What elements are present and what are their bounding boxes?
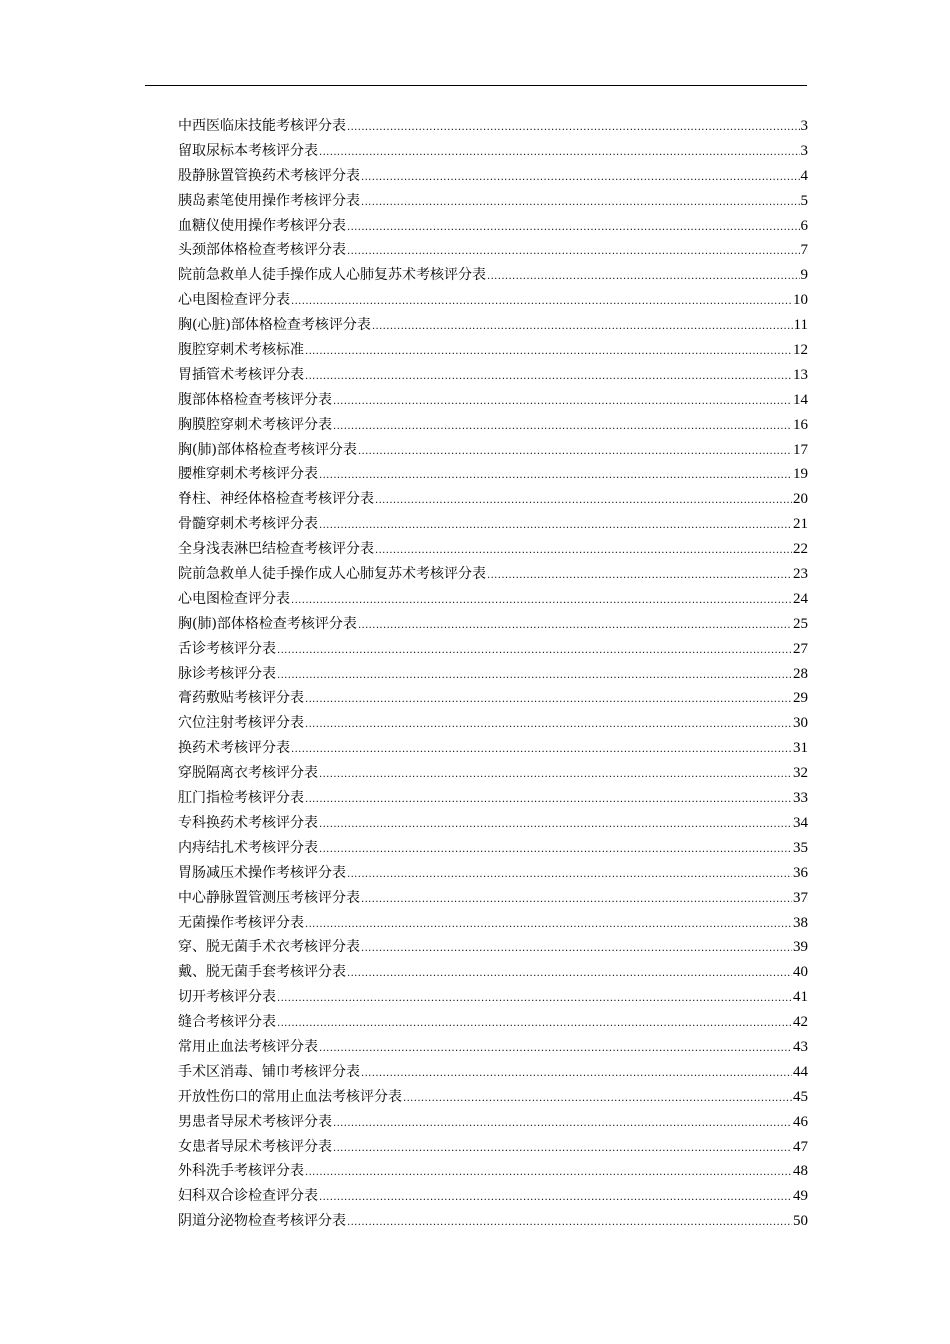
toc-entry-title[interactable]: 腰椎穿刺术考核评分表 (178, 466, 318, 483)
toc-dot-leader (277, 1012, 792, 1037)
toc-entry[interactable] (178, 811, 808, 836)
toc-dot-leader (361, 191, 800, 216)
toc-entry-page-number[interactable]: 16 (793, 416, 808, 433)
toc-entry[interactable] (178, 861, 808, 886)
toc-entry-title[interactable]: 无菌操作考核评分表 (178, 914, 304, 931)
toc-dot-leader (319, 464, 792, 489)
toc-entry-page-number[interactable]: 31 (793, 740, 808, 757)
toc-entry-page-number[interactable]: 38 (793, 914, 808, 931)
toc-entry-title[interactable]: 胸(肺)部体格检查考核评分表 (178, 615, 357, 632)
toc-dot-leader (333, 390, 792, 415)
toc-entry-page-number[interactable]: 10 (793, 292, 808, 309)
toc-entry[interactable] (178, 263, 808, 288)
toc-dot-leader (305, 688, 792, 713)
toc-entry[interactable] (178, 214, 808, 239)
toc-entry[interactable] (178, 313, 808, 338)
toc-entry-title[interactable]: 院前急救单人徒手操作成人心肺复苏术考核评分表 (178, 566, 486, 583)
toc-entry-page-number[interactable]: 24 (793, 590, 808, 607)
toc-entry-title[interactable]: 缝合考核评分表 (178, 1014, 276, 1031)
toc-entry-page-number[interactable]: 47 (793, 1138, 808, 1155)
toc-entry[interactable] (178, 1035, 808, 1060)
toc-entry-title[interactable]: 脊柱、神经体格检查考核评分表 (178, 491, 374, 508)
toc-entry[interactable] (178, 288, 808, 313)
toc-entry-title[interactable]: 骨髓穿刺术考核评分表 (178, 516, 318, 533)
toc-entry-page-number[interactable]: 23 (793, 566, 808, 583)
toc-dot-leader (487, 265, 800, 290)
toc-entry[interactable] (178, 1209, 808, 1234)
toc-entry[interactable] (178, 413, 808, 438)
toc-entry[interactable] (178, 238, 808, 263)
toc-entry-title[interactable]: 留取尿标本考核评分表 (178, 142, 318, 159)
toc-entry-page-number[interactable]: 36 (793, 864, 808, 881)
toc-dot-leader (358, 614, 792, 639)
toc-entry[interactable] (178, 139, 808, 164)
toc-entry-title[interactable]: 手术区消毒、铺巾考核评分表 (178, 1063, 360, 1080)
toc-entry[interactable] (178, 637, 808, 662)
toc-entry-page-number[interactable]: 25 (793, 615, 808, 632)
toc-entry-title[interactable]: 胃插管术考核评分表 (178, 366, 304, 383)
toc-entry-title[interactable]: 院前急救单人徒手操作成人心肺复苏术考核评分表 (178, 267, 486, 284)
toc-dot-leader (333, 415, 792, 440)
toc-dot-leader (305, 365, 792, 390)
toc-entry-page-number[interactable]: 32 (793, 765, 808, 782)
toc-entry-page-number[interactable]: 46 (793, 1113, 808, 1130)
toc-entry[interactable] (178, 388, 808, 413)
toc-entry-title[interactable]: 穿、脱无菌手术衣考核评分表 (178, 939, 360, 956)
toc-dot-leader (319, 813, 792, 838)
toc-entry[interactable] (178, 189, 808, 214)
toc-dot-leader (291, 589, 792, 614)
toc-dot-leader (277, 987, 792, 1012)
toc-entry-page-number[interactable]: 14 (793, 391, 808, 408)
toc-entry[interactable] (178, 1184, 808, 1209)
toc-entry-page-number[interactable]: 17 (793, 441, 808, 458)
toc-entry-title[interactable]: 胰岛素笔使用操作考核评分表 (178, 192, 360, 209)
toc-dot-leader (319, 1037, 792, 1062)
toc-dot-leader (305, 1161, 792, 1186)
toc-dot-leader (319, 838, 792, 863)
toc-entry-page-number[interactable]: 22 (793, 541, 808, 558)
toc-dot-leader (361, 166, 800, 191)
toc-entry-page-number[interactable]: 42 (793, 1014, 808, 1031)
toc-entry-page-number[interactable]: 39 (793, 939, 808, 956)
toc-dot-leader (291, 738, 792, 763)
toc-entry[interactable] (178, 911, 808, 936)
toc-entry-title[interactable]: 心电图检查评分表 (178, 292, 290, 309)
toc-entry[interactable] (178, 761, 808, 786)
toc-entry-page-number[interactable]: 13 (793, 366, 808, 383)
toc-dot-leader (319, 1186, 792, 1211)
toc-entry[interactable] (178, 562, 808, 587)
toc-entry-page-number[interactable]: 48 (793, 1163, 808, 1180)
toc-entry-page-number[interactable]: 40 (793, 964, 808, 981)
toc-dot-leader (319, 514, 792, 539)
toc-entry[interactable] (178, 462, 808, 487)
toc-entry[interactable] (178, 935, 808, 960)
toc-entry-page-number[interactable]: 30 (793, 715, 808, 732)
toc-entry-page-number[interactable]: 6 (800, 217, 808, 234)
toc-entry-page-number[interactable]: 41 (793, 989, 808, 1006)
toc-entry-title[interactable]: 血糖仪使用操作考核评分表 (178, 217, 346, 234)
toc-dot-leader (305, 713, 792, 738)
toc-dot-leader (319, 141, 800, 166)
toc-entry-title[interactable]: 常用止血法考核评分表 (178, 1038, 318, 1055)
toc-entry[interactable] (178, 512, 808, 537)
toc-entry-title[interactable]: 头颈部体格检查考核评分表 (178, 242, 346, 259)
table-of-contents (178, 114, 808, 1234)
toc-dot-leader (305, 340, 792, 365)
toc-entry-title[interactable]: 内痔结扎术考核评分表 (178, 839, 318, 856)
toc-entry-title[interactable]: 舌诊考核评分表 (178, 640, 276, 657)
toc-entry-page-number[interactable]: 35 (793, 839, 808, 856)
toc-entry[interactable] (178, 164, 808, 189)
toc-dot-leader (347, 962, 792, 987)
toc-entry[interactable] (178, 711, 808, 736)
toc-entry-page-number[interactable]: 20 (793, 491, 808, 508)
toc-dot-leader (361, 937, 792, 962)
toc-entry-title[interactable]: 专科换药术考核评分表 (178, 814, 318, 831)
toc-entry-title[interactable]: 穴位注射考核评分表 (178, 715, 304, 732)
toc-entry-title[interactable]: 女患者导尿术考核评分表 (178, 1138, 332, 1155)
toc-entry-page-number[interactable]: 43 (793, 1038, 808, 1055)
toc-entry-title[interactable]: 膏药敷贴考核评分表 (178, 690, 304, 707)
toc-dot-leader (347, 863, 792, 888)
toc-entry[interactable] (178, 836, 808, 861)
toc-entry-title[interactable]: 腹腔穿刺术考核标准 (178, 342, 304, 359)
toc-entry[interactable] (178, 1010, 808, 1035)
toc-entry[interactable] (178, 786, 808, 811)
header-rule (145, 85, 807, 86)
toc-entry-page-number[interactable]: 5 (800, 192, 808, 209)
toc-entry[interactable] (178, 960, 808, 985)
toc-entry-title[interactable]: 外科洗手考核评分表 (178, 1163, 304, 1180)
toc-entry-title[interactable]: 穿脱隔离衣考核评分表 (178, 765, 318, 782)
toc-entry[interactable] (178, 587, 808, 612)
toc-entry-page-number[interactable]: 21 (793, 516, 808, 533)
toc-entry-title[interactable]: 男患者导尿术考核评分表 (178, 1113, 332, 1130)
toc-entry-page-number[interactable]: 3 (800, 118, 808, 134)
toc-dot-leader (347, 116, 800, 141)
toc-entry-page-number[interactable]: 44 (793, 1063, 808, 1080)
toc-dot-leader (291, 290, 792, 315)
toc-dot-leader (361, 1062, 792, 1087)
toc-dot-leader (358, 440, 792, 465)
toc-entry-page-number[interactable]: 11 (793, 317, 808, 334)
toc-entry-title[interactable]: 股静脉置管换药术考核评分表 (178, 167, 360, 184)
toc-entry-title[interactable]: 阴道分泌物检查考核评分表 (178, 1213, 346, 1230)
toc-entry-page-number[interactable]: 4 (800, 167, 808, 184)
toc-entry-page-number[interactable]: 3 (800, 142, 808, 159)
toc-entry-page-number[interactable]: 34 (793, 814, 808, 831)
toc-entry-title[interactable]: 开放性伤口的常用止血法考核评分表 (178, 1088, 402, 1105)
toc-entry[interactable] (178, 886, 808, 911)
toc-entry-page-number[interactable]: 45 (793, 1088, 808, 1105)
toc-entry[interactable] (178, 1159, 808, 1184)
toc-entry-page-number[interactable]: 19 (793, 466, 808, 483)
toc-entry-title[interactable]: 胸(肺)部体格检查考核评分表 (178, 441, 357, 458)
toc-entry-title[interactable]: 妇科双合诊检查评分表 (178, 1188, 318, 1205)
toc-entry[interactable] (178, 338, 808, 363)
toc-dot-leader (347, 240, 800, 265)
toc-entry-title[interactable]: 戴、脱无菌手套考核评分表 (178, 964, 346, 981)
toc-dot-leader (277, 664, 792, 689)
toc-entry-title[interactable]: 肛门指检考核评分表 (178, 790, 304, 807)
toc-entry-page-number[interactable]: 28 (793, 665, 808, 682)
toc-dot-leader (305, 913, 792, 938)
toc-entry-title[interactable]: 心电图检查评分表 (178, 590, 290, 607)
toc-entry[interactable] (178, 114, 808, 139)
toc-entry[interactable] (178, 1085, 808, 1110)
toc-entry[interactable] (178, 985, 808, 1010)
toc-dot-leader (361, 888, 792, 913)
toc-entry-page-number[interactable]: 49 (793, 1188, 808, 1205)
toc-entry-page-number[interactable]: 37 (793, 889, 808, 906)
toc-entry[interactable] (178, 612, 808, 637)
toc-entry[interactable] (178, 686, 808, 711)
toc-entry-page-number[interactable]: 27 (793, 640, 808, 657)
toc-dot-leader (333, 1137, 792, 1162)
toc-dot-leader (305, 788, 792, 813)
toc-entry-title[interactable]: 换药术考核评分表 (178, 740, 290, 757)
toc-entry[interactable] (178, 537, 808, 562)
toc-entry-page-number[interactable]: 29 (793, 690, 808, 707)
toc-entry-title[interactable]: 腹部体格检查考核评分表 (178, 391, 332, 408)
toc-dot-leader (372, 315, 793, 340)
toc-dot-leader (375, 539, 792, 564)
toc-entry-title[interactable]: 胸膜腔穿刺术考核评分表 (178, 416, 332, 433)
toc-entry[interactable] (178, 1060, 808, 1085)
toc-entry-page-number[interactable]: 7 (800, 242, 808, 259)
toc-dot-leader (319, 763, 792, 788)
toc-entry-page-number[interactable]: 33 (793, 790, 808, 807)
toc-dot-leader (487, 564, 792, 589)
toc-dot-leader (403, 1087, 792, 1112)
toc-entry[interactable] (178, 1110, 808, 1135)
toc-entry-title[interactable]: 胃肠减压术操作考核评分表 (178, 864, 346, 881)
toc-dot-leader (333, 1112, 792, 1137)
toc-dot-leader (347, 1211, 792, 1236)
toc-entry-title[interactable]: 胸(心脏)部体格检查考核评分表 (178, 317, 371, 334)
toc-entry[interactable] (178, 1135, 808, 1160)
toc-entry[interactable] (178, 363, 808, 388)
toc-entry-title[interactable]: 中西医临床技能考核评分表 (178, 118, 346, 134)
toc-entry-title[interactable]: 中心静脉置管测压考核评分表 (178, 889, 360, 906)
toc-entry-title[interactable]: 切开考核评分表 (178, 989, 276, 1006)
toc-dot-leader (277, 639, 792, 664)
toc-entry[interactable] (178, 438, 808, 463)
toc-dot-leader (347, 216, 800, 241)
toc-entry-title[interactable]: 全身浅表淋巴结检查考核评分表 (178, 541, 374, 558)
toc-entry-title[interactable]: 脉诊考核评分表 (178, 665, 276, 682)
toc-entry-page-number[interactable]: 12 (793, 342, 808, 359)
toc-entry-page-number[interactable]: 9 (800, 267, 808, 284)
toc-entry[interactable] (178, 736, 808, 761)
toc-dot-leader (375, 489, 792, 514)
toc-entry[interactable] (178, 487, 808, 512)
toc-entry-page-number[interactable]: 50 (793, 1213, 808, 1230)
toc-entry[interactable] (178, 662, 808, 687)
